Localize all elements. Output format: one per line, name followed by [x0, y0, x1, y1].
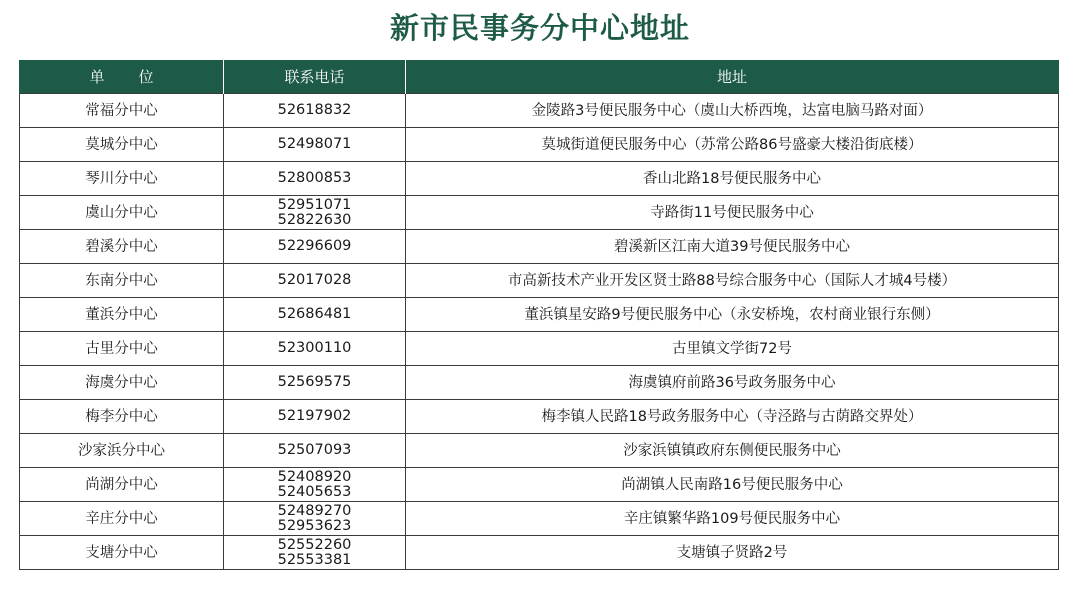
column-header-address: 地址: [406, 60, 1059, 94]
phone-cell: [224, 298, 406, 332]
address-cell: 支塘镇子贤路2号: [406, 536, 1059, 570]
address-cell: 市高新技术产业开发区贤士路88号综合服务中心（国际人才城4号楼）: [406, 264, 1059, 298]
address-cell: 寺路街11号便民服务中心: [406, 196, 1059, 230]
unit-cell: 董浜分中心: [20, 298, 224, 332]
phone-cell: [224, 230, 406, 264]
table-row: [20, 298, 1059, 332]
column-header-unit: [20, 60, 224, 94]
phone-cell: [224, 536, 406, 570]
phone-number: 52686481: [277, 306, 352, 322]
phone-cell: [224, 196, 406, 230]
phone-number: 52408920: [277, 468, 352, 485]
phone-number: 52017028: [277, 272, 352, 288]
table-row: [20, 196, 1059, 230]
unit-cell: 碧溪分中心: [20, 230, 224, 264]
phone-number: 52553381: [277, 551, 352, 568]
phone-number: 52618832: [277, 102, 352, 118]
table-row: [20, 128, 1059, 162]
phone-number: 52498071: [277, 136, 352, 152]
column-header-phone: 联系电话: [224, 60, 406, 94]
address-cell: 梅李镇人民路18号政务服务中心（寺泾路与古荫路交界处）: [406, 400, 1059, 434]
table-row: [20, 264, 1059, 298]
phone-number: 52822630: [277, 211, 352, 228]
phone-number: 52507093: [277, 442, 352, 458]
table-body: [20, 94, 1059, 570]
phone-cell: [224, 400, 406, 434]
unit-cell: 梅李分中心: [20, 400, 224, 434]
phone-cell: [224, 366, 406, 400]
phone-number: 52800853: [277, 170, 352, 186]
phone-number: 52569575: [277, 374, 352, 390]
unit-cell: 沙家浜分中心: [20, 434, 224, 468]
table-row: [20, 332, 1059, 366]
table-row: [20, 468, 1059, 502]
table-row: [20, 162, 1059, 196]
address-cell: 海虞镇府前路36号政务服务中心: [406, 366, 1059, 400]
table-row: [20, 230, 1059, 264]
unit-cell: 常福分中心: [20, 94, 224, 128]
unit-cell: 虞山分中心: [20, 196, 224, 230]
service-center-table: [19, 60, 1059, 570]
unit-cell: 海虞分中心: [20, 366, 224, 400]
phone-number: 52953623: [277, 517, 352, 534]
address-cell: 董浜镇星安路9号便民服务中心（永安桥堍，农村商业银行东侧）: [406, 298, 1059, 332]
address-cell: 辛庄镇繁华路109号便民服务中心: [406, 502, 1059, 536]
address-cell: 沙家浜镇镇政府东侧便民服务中心: [406, 434, 1059, 468]
unit-cell: 东南分中心: [20, 264, 224, 298]
phone-cell: [224, 162, 406, 196]
address-cell: 莫城街道便民服务中心（苏常公路86号盛豪大楼沿街底楼）: [406, 128, 1059, 162]
address-cell: 古里镇文学街72号: [406, 332, 1059, 366]
address-cell: 尚湖镇人民南路16号便民服务中心: [406, 468, 1059, 502]
table-row: [20, 502, 1059, 536]
phone-number: 52489270: [277, 502, 352, 519]
phone-number: 52552260: [277, 536, 352, 553]
table-row: [20, 94, 1059, 128]
unit-cell: 支塘分中心: [20, 536, 224, 570]
address-cell: 金陵路3号便民服务中心（虞山大桥西堍，达富电脑马路对面）: [406, 94, 1059, 128]
phone-cell: [224, 468, 406, 502]
phone-number: 52296609: [277, 238, 352, 254]
table-row: [20, 366, 1059, 400]
unit-cell: 尚湖分中心: [20, 468, 224, 502]
phone-number: 52405653: [277, 483, 352, 500]
unit-cell: 莫城分中心: [20, 128, 224, 162]
address-cell: 碧溪新区江南大道39号便民服务中心: [406, 230, 1059, 264]
phone-cell: [224, 502, 406, 536]
table-row: [20, 536, 1059, 570]
table-header-row: [20, 60, 1059, 94]
phone-cell: [224, 434, 406, 468]
phone-cell: [224, 264, 406, 298]
phone-number: 52197902: [277, 408, 352, 424]
address-cell: 香山北路18号便民服务中心: [406, 162, 1059, 196]
unit-cell: 辛庄分中心: [20, 502, 224, 536]
page-title: 新市民事务分中心地址: [389, 11, 690, 45]
unit-cell: 古里分中心: [20, 332, 224, 366]
phone-number: 52300110: [277, 340, 352, 356]
table-row: [20, 434, 1059, 468]
phone-cell: [224, 332, 406, 366]
phone-cell: [224, 94, 406, 128]
phone-number: 52951071: [277, 196, 352, 213]
table-row: [20, 400, 1059, 434]
phone-cell: [224, 128, 406, 162]
column-header-unit-label: 单位: [89, 68, 188, 86]
unit-cell: 琴川分中心: [20, 162, 224, 196]
